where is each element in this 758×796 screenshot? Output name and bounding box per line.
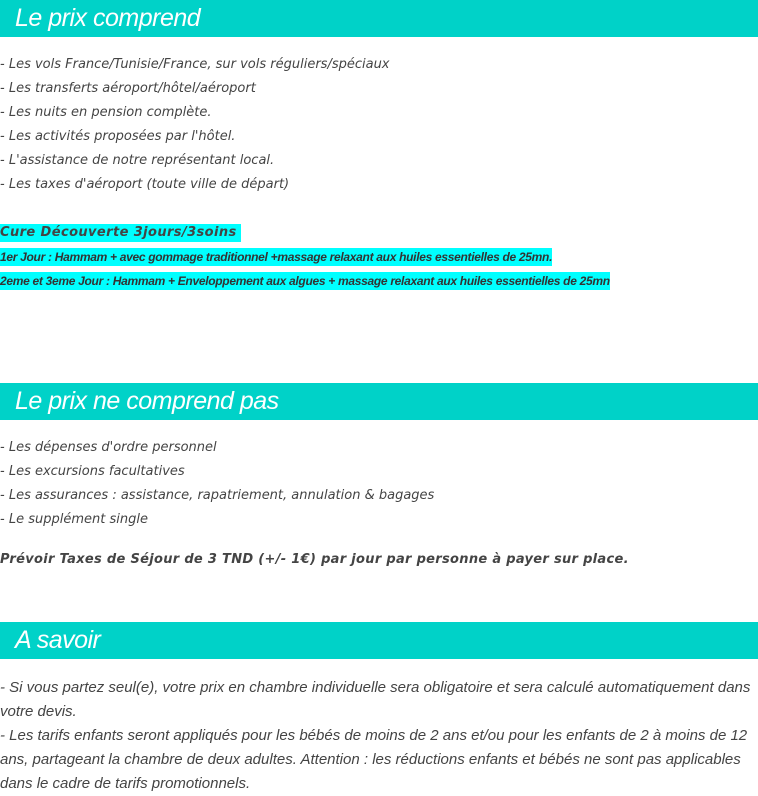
- list-item: - Les assurances : assistance, rapatriement, annulation & bagages: [0, 488, 435, 503]
- list-item: - Les excursions facultatives: [0, 464, 185, 479]
- tax-note: Prévoir Taxes de Séjour de 3 TND (+/- 1€) par jour par personne à payer sur place.: [0, 552, 629, 567]
- list-item: - Les activités proposées par l'hôtel.: [0, 129, 236, 144]
- section-header-included: Le prix comprend: [0, 0, 758, 37]
- list-item: - L'assistance de notre représentant local.: [0, 153, 275, 168]
- list-item: - Les nuits en pension complète.: [0, 105, 212, 120]
- list-item: - Les taxes d'aéroport (toute ville de départ): [0, 177, 290, 192]
- section-header-not-included: Le prix ne comprend pas: [0, 383, 758, 420]
- section-header-to-know: A savoir: [0, 622, 758, 659]
- list-item: - Les dépenses d'ordre personnel: [0, 440, 217, 455]
- cure-title: Cure Découverte 3jours/3soins: [0, 224, 241, 242]
- to-know-paragraph: - Si vous partez seul(e), votre prix en chambre individuelle sera obligatoire et sera calculé automatiquement dans votre devis.: [0, 679, 751, 720]
- list-item: - Les vols France/Tunisie/France, sur vols réguliers/spéciaux: [0, 57, 390, 72]
- not-included-list: [0, 436, 434, 532]
- cure-day-1: 1er Jour : Hammam + avec gommage traditionnel +massage relaxant aux huiles essentielles de 25mn.: [0, 250, 553, 264]
- list-item: - Le supplément single: [0, 512, 148, 527]
- list-item: - Les transferts aéroport/hôtel/aéroport: [0, 81, 256, 96]
- included-list: [0, 53, 390, 197]
- cure-day-2-3: 2eme et 3eme Jour : Hammam + Enveloppement aux algues + massage relaxant aux huiles essentielles de 25mn: [0, 274, 610, 288]
- to-know-paragraph: - Les tarifs enfants seront appliqués pour les bébés de moins de 2 ans et/ou pour les enfants de 2 à moins de 12 ans, partageant la chambre de deux adultes. Attention : les réductions enfants et bébés ne sont pas applicables dans le cadre de tarifs promotionnels.: [0, 727, 748, 792]
- to-know-content: [0, 676, 758, 796]
